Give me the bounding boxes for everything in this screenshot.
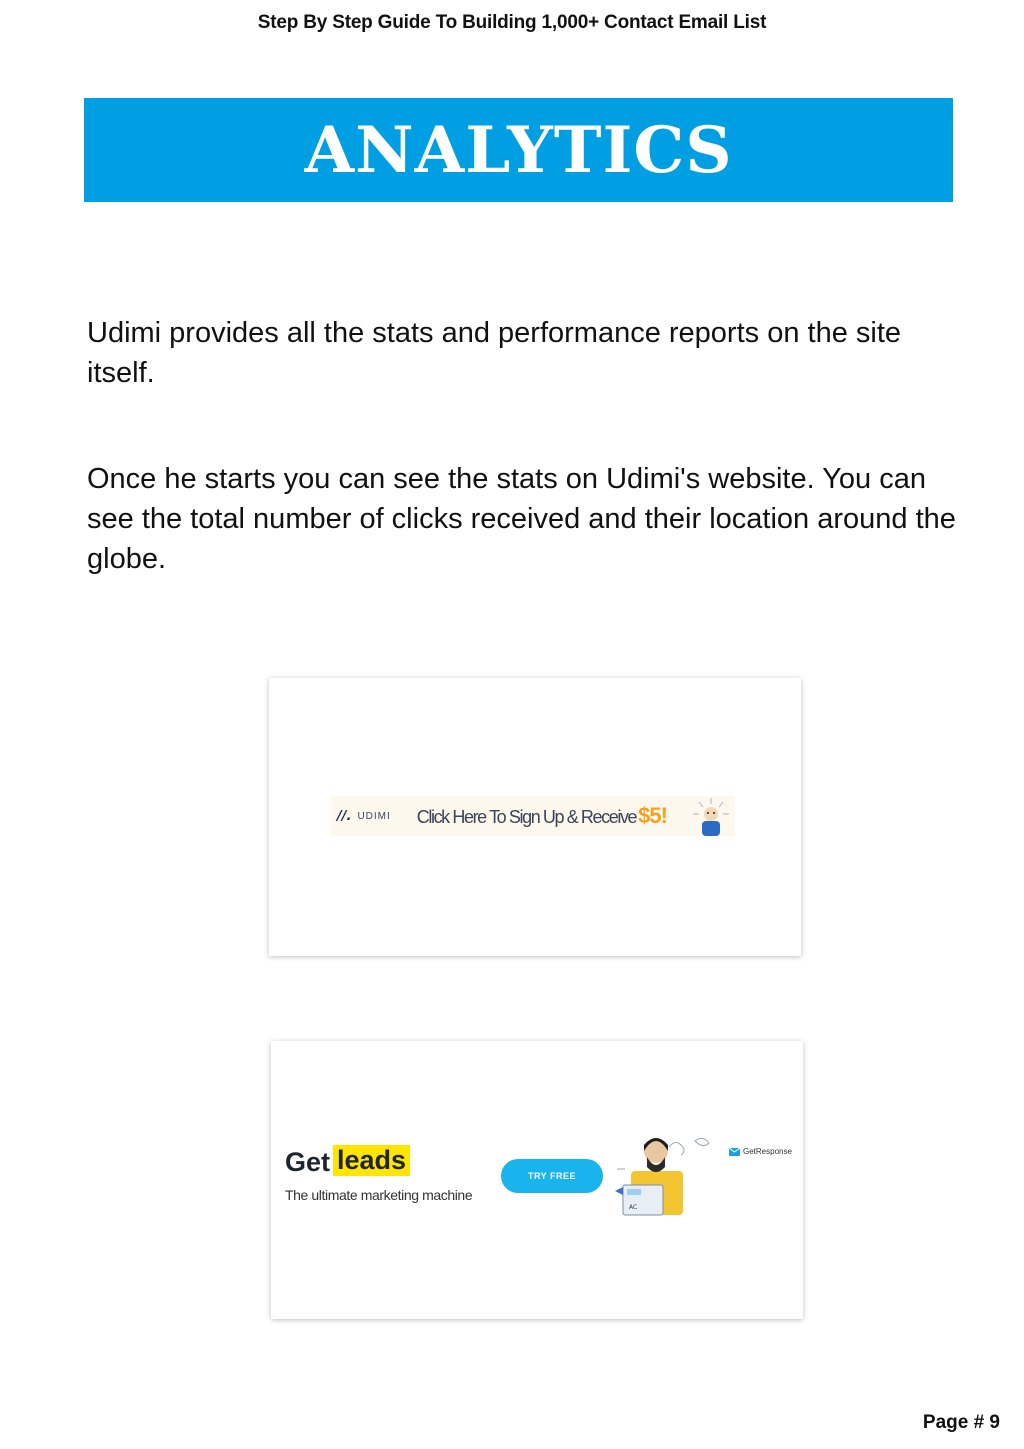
try-free-button[interactable]: TRY FREE: [501, 1159, 603, 1193]
udimi-cta-text: [417, 803, 667, 829]
getresponse-brand: [729, 1147, 792, 1156]
udimi-cta-amount: $5!: [638, 803, 667, 828]
getresponse-ad-banner[interactable]: [283, 1129, 795, 1229]
section-heading: ANALYTICS: [304, 112, 733, 188]
document-header-title: Step By Step Guide To Building 1,000+ Contact Email List: [257, 12, 767, 33]
paragraph-stats-details: Once he starts you can see the stats on Udimi's website. You can see the total number of clicks received and their location around the globe.: [87, 463, 956, 575]
udimi-logo-text: UDIMI: [357, 810, 391, 822]
udimi-logo-icon: //.: [337, 808, 352, 824]
person-with-laptop-icon: [609, 1129, 729, 1229]
getresponse-ad-card[interactable]: [271, 1041, 803, 1319]
mascot-icon: [689, 796, 733, 836]
getresponse-brand-label: GetResponse: [743, 1147, 792, 1156]
udimi-ad-card[interactable]: [269, 678, 801, 956]
envelope-icon: [729, 1148, 740, 1156]
svg-text:AC: AC: [629, 1204, 638, 1211]
section-banner: [84, 98, 953, 202]
udimi-cta-label: Click Here To Sign Up & Receive: [416, 807, 637, 827]
ad-headline-leads: leads: [333, 1145, 410, 1176]
page-number: Page # 9: [922, 1412, 1000, 1433]
paragraph-stats-intro: Udimi provides all the stats and performance reports on the site itself.: [87, 317, 902, 389]
ad-tagline: The ultimate marketing machine: [285, 1187, 473, 1203]
udimi-ad-banner[interactable]: [331, 796, 735, 836]
ad-headline-get: Get: [285, 1147, 331, 1177]
